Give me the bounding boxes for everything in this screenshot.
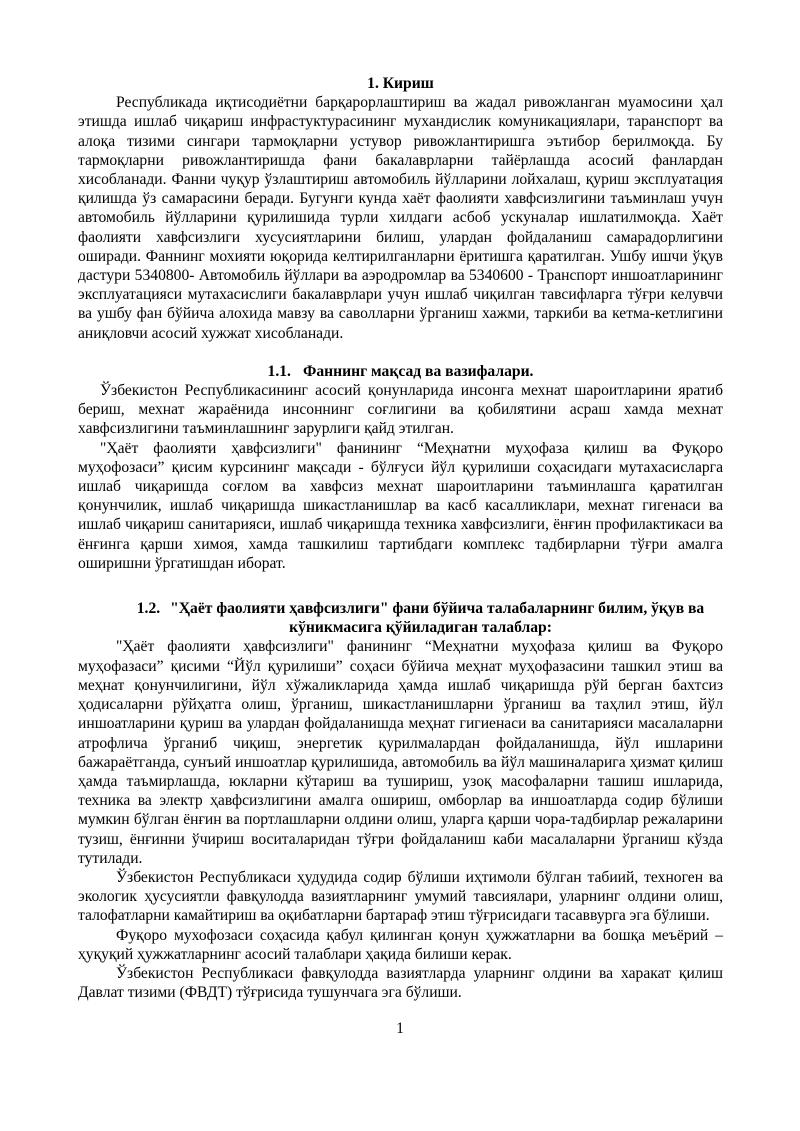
section-1-1-title: Фаннинг мақсад ва вазифалари. — [302, 362, 534, 380]
section-1-2-paragraph-4: Ўзбекистон Республикаси фавқулодда вазиятларда уларнинг олдини ва харакат қилиш Давлат тизими (ФВДТ) тўғрисида тушунчага эга бўлиши. — [78, 964, 723, 1002]
section-1-2-paragraph-3: Фуқоро мухофозаси соҳасида қабул қилинган қонун ҳужжатларни ва бошқа меъёрий – ҳуқуқий ҳужжатларнинг асосий талаблари ҳақида билиши керак. — [78, 926, 723, 963]
section-1-1-paragraph-2: "Ҳаёт фаолияти ҳавфсизлиги" фанининг “Меҳнатни муҳофаза қилиш ва Фуқоро муҳофозаси” қисим курсининг мақсади - бўлғуси йўл қурилиши соҳасидаги мутахасисларга ишлаб чиқаришда соғлом ва хавфсиз мехнат шароитларини таъминлашга қаратилган қонунчилик, ишлаб чиқаришда шикастланишлар ва касб касалликлари, мехнат гигенаси ва ишлаб чиқариш санитарияси, ишлаб чиқаришда техника хавфсизлиги, ёнғин профилактикаси ва ёнғинга қарши химоя, хамда ташкилиш тартибдаги комплекс тадбирларни тўғри амалга оширишни ўргатишдан иборат. — [78, 439, 723, 572]
section-1-2-paragraph-2: Ўзбекистон Республикаси ҳудудида содир бўлиши иҳтимоли бўлган табиий, техноген ва экологик ҳусусиятли фавқулодда вазиятларнинг умумий тавсиялари, уларнинг олдини олиш, талофатларни камайтириш ва оқибатларни бартараф этиш тўғрисидаги тасаввурга эга бўлиши. — [78, 868, 723, 925]
spacer — [78, 573, 723, 599]
section-1-title: 1. Кириш — [367, 75, 434, 92]
section-1-2-number: 1.2. — [136, 600, 161, 618]
section-1-2-heading — [78, 599, 723, 637]
document-page — [78, 74, 723, 1002]
section-1-1-paragraph-1: Ўзбекистон Республикасининг асосий қонунларида инсонга мехнат шароитларини яратиб бериш, мехнат жараёнида инсоннинг соғлигини ва қобилятини асраш хамда мехнат хавфсизлигини таъминлашнинг зарурлиги қайд этилган. — [78, 382, 723, 438]
spacer — [78, 343, 723, 362]
section-1-1-heading — [78, 362, 723, 381]
page-number: 1 — [396, 1020, 404, 1037]
section-1-2-paragraph-1: "Ҳаёт фаолияти ҳавфсизлиги" фанининг “Меҳнатни муҳофаза қилиш ва Фуқоро муҳофазаси” қисими “Йўл қурилиши” соҳаси бўйича мeҳнат муҳофазасини ташкил этиш ва меҳнат қонунчилигини, йўл хўжаликларида ҳамда ишлаб чиқаришда рўй берган бахтсиз ҳодисаларни рўйҳатга олиш, ўрганиш, шикастланишларни ўрганиш ва таҳлил этиш, йўл иншоатларини қуриш ва улардан фойдаланишда меҳнат гигиенаси ва санитарияси масалаларни атрофлича ўрганиб чиқиш, энергетик қурилмалардан фойдаланишда, йўл ишларини бажараётганда, сунъий иншоатлар қурилишида, автомобиль ва йўл машиналарига ҳизмат қилиш ҳамда таъмирлашда, юкларни кўтариш ва тушириш, узоқ масофаларни ташиш ишларида, техника ва электр ҳавфсизлигини амалга ошириш, омборлар ва иншоатларда содир бўлиши мумкин бўлган ёнғин ва портлашларни олдини олиш, уларга қарши чора-тадбирлар режаларини тузиш, ёнғинни ўчириш воситаларидан тўғри фойдаланиш каби масалаларни ўрганиш кўзда тутилади. — [78, 638, 723, 867]
section-1-1-number: 1.1. — [267, 362, 291, 380]
section-1-2-title: "Ҳаёт фаолияти ҳавфсизлиги" фани бўйича талабаларнинг билим, ўқув ва кўникмасига қўйиладиган талаблар: — [170, 600, 705, 637]
section-1-paragraph: Республикада иқтисодиётни барқарорлаштириш ва жадал ривожланган муамосини ҳал этишда ишлаб чиқариш инфрастуктурасининг мухандислик комуникациялари, таранспорт ва алоқа тизими сингари тармоқларни устувор ривожлантиришга эътибор берилмоқда. Бу тармоқларни ривожлантиришда фани бакалаврларни тайёрлашда асосий фанлардан хисобланади. Фанни чуқур ўзлаштириш автомобиль йўлларини лойхалаш, қуриш эксплуатация қилишда ўз самарасини беради. Бугунги кунда хаёт фаолияти хавфсизлигини таъминлаш учун автомобиль йўлларини қурилишида турли хилдаги асбоб ускуналар ишлатилмоқда. Хаёт фаолияти хавфсизлиги хусусиятларини билиш, улардан фойдаланиш самарадорлигини оширади. Фаннинг мохияти юқорида келтирилганларни ёритишга қаратилган. Ушбу ишчи ўқув дастури 5340800- Автомобиль йўллари ва аэродромлар ва 5340600 - Транспорт иншоатларининг эксплуатацияси мутахасислиги бакалаврлари учун ишлаб чиқилган тавсифларга тўғри келувчи ва ушбу фан бўйича алохида мавзу ва саволларни ўрганиш хажми, таркиби ва кетма-кетлигини аниқловчи асосий хужжат хисобланади. — [78, 94, 723, 342]
